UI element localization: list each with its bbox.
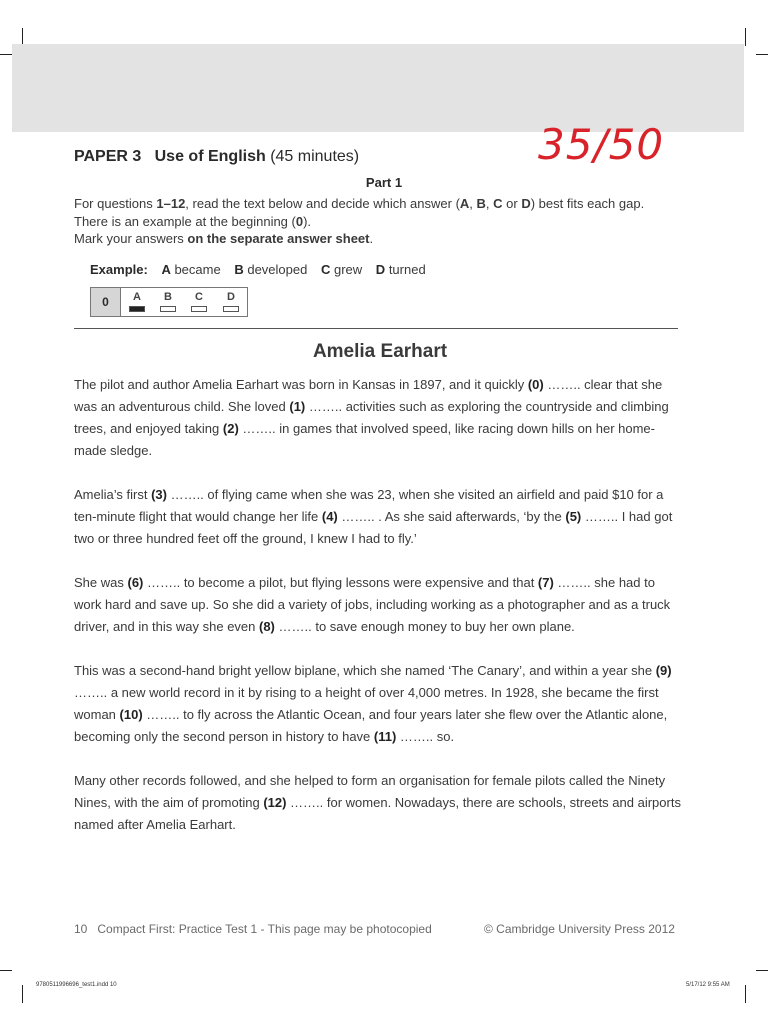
answer-letter: A xyxy=(133,291,141,303)
footer-left xyxy=(74,922,432,936)
instr-letter: C xyxy=(493,196,503,211)
gap-number: (9) xyxy=(655,663,672,678)
gap-number: (11) xyxy=(373,729,397,744)
crop-mark xyxy=(745,28,746,46)
crop-mark xyxy=(745,985,746,1003)
gap-number: (3) xyxy=(151,487,167,502)
crop-mark xyxy=(756,54,768,55)
text: …….. for women. Nowadays, there are schools, streets and airports named after Amelia Earhart. xyxy=(74,795,681,832)
header-band xyxy=(12,44,744,132)
instr-letter: A xyxy=(459,196,470,211)
instr-example-number: 0 xyxy=(295,213,304,229)
crop-mark xyxy=(0,54,12,55)
text: …….. to save enough money to buy her own plane. xyxy=(274,619,575,634)
text: Amelia’s first xyxy=(74,487,152,502)
paper-title xyxy=(74,148,359,166)
instr-letter: B xyxy=(476,196,486,211)
gap-number: (7) xyxy=(537,575,554,590)
example-option xyxy=(234,262,307,277)
gap-number: (0) xyxy=(527,377,544,392)
answer-letter: D xyxy=(227,291,235,303)
paper-duration: (45 minutes) xyxy=(270,148,360,165)
instructions xyxy=(74,195,674,248)
part-heading: Part 1 xyxy=(365,175,403,190)
text: Many other records followed, and she helped to form an organisation for female pilots called the Ninety Nines, with the aim of promoting xyxy=(74,773,666,810)
answer-letter: B xyxy=(164,291,172,303)
instr-text: or xyxy=(502,196,522,211)
answer-letter: C xyxy=(195,291,203,303)
text: The pilot and author Amelia Earhart was born in Kansas in 1897, and it quickly xyxy=(74,377,528,392)
instr-letter: D xyxy=(521,196,531,211)
answer-mark-empty xyxy=(160,306,176,312)
divider xyxy=(74,328,678,329)
gap-number: (12) xyxy=(263,795,287,810)
paper-number: PAPER 3 xyxy=(74,148,142,165)
text: …….. a new world record in it by rising to a height of over 4,000 metres. In 1928, she became the first woman xyxy=(74,685,659,722)
option-word: developed xyxy=(247,262,308,277)
gap-number: (5) xyxy=(565,509,582,524)
instr-text: , xyxy=(485,196,494,211)
gap-number: (4) xyxy=(321,509,338,524)
slug-date: 5/17/12 9:55 AM xyxy=(686,982,730,988)
paragraph xyxy=(74,374,684,462)
paragraph xyxy=(74,660,684,748)
instr-text: For questions xyxy=(74,196,157,211)
option-letter: B xyxy=(234,262,244,277)
gap-number: (6) xyxy=(127,575,144,590)
text: …….. I had got two or three hundred feet off the ground, I knew I had to fly.’ xyxy=(74,509,673,546)
instr-range: 1–12 xyxy=(156,196,186,211)
gap-number: (8) xyxy=(259,619,275,634)
text: …….. in games that involved speed, like racing down hills on her home-made sledge. xyxy=(74,421,655,458)
instr-text: Mark your answers xyxy=(74,231,188,246)
option-letter: A xyxy=(161,262,171,277)
option-letter: C xyxy=(320,262,331,277)
text: …….. so. xyxy=(396,729,455,744)
option-word: grew xyxy=(333,262,363,277)
answer-number: 0 xyxy=(91,288,121,316)
handwritten-score: 35/50 xyxy=(538,120,665,169)
text: She was xyxy=(74,575,128,590)
example-option xyxy=(161,262,220,277)
footer-copyright: © Cambridge University Press 2012 xyxy=(484,922,675,936)
option-word: turned xyxy=(388,262,426,277)
text: …….. activities such as exploring the countryside and climbing trees, and enjoyed taking xyxy=(74,399,669,436)
book-title: Compact First: Practice Test 1 - This page may be photocopied xyxy=(97,922,432,936)
paragraph xyxy=(74,484,684,550)
instr-text: ) best fits each gap. There is an example at the beginning ( xyxy=(74,196,645,229)
gap-number: (2) xyxy=(222,421,239,436)
example-line xyxy=(90,262,426,277)
text: …….. to become a pilot, but flying lessons were expensive and that xyxy=(143,575,538,590)
text: …….. clear that she was an adventurous child. She loved xyxy=(74,377,663,414)
example-answer-box xyxy=(90,287,248,317)
instr-text: ). xyxy=(303,213,312,229)
text-title: Amelia Earhart xyxy=(312,341,448,362)
example-option xyxy=(376,262,426,277)
example-label: Example: xyxy=(90,262,148,277)
answer-mark-empty xyxy=(223,306,239,312)
answer-mark-empty xyxy=(191,306,207,312)
option-word: became xyxy=(174,262,221,277)
crop-mark xyxy=(756,970,768,971)
example-option xyxy=(321,262,362,277)
text: …….. she had to work hard and save up. So she did a variety of jobs, including working as a photographer and as a truck driver, and in this way she even xyxy=(74,575,671,634)
gap-number: (10) xyxy=(119,707,143,722)
crop-mark xyxy=(0,970,12,971)
text: This was a second-hand bright yellow biplane, which she named ‘The Canary’, and within a year she xyxy=(74,663,656,678)
instr-text: , read the text below and decide which answer ( xyxy=(185,196,460,211)
option-letter: D xyxy=(375,262,386,277)
slug-filename: 9780511996696_test1.indd 10 xyxy=(36,982,117,988)
crop-mark xyxy=(22,985,23,1003)
instr-text: , xyxy=(469,196,477,211)
instr-answer-sheet: on the separate answer sheet xyxy=(187,231,370,246)
gap-number: (1) xyxy=(289,399,306,414)
page-number: 10 xyxy=(74,922,88,936)
answer-mark-filled xyxy=(129,306,145,312)
paragraph xyxy=(74,572,684,638)
text: …….. to fly across the Atlantic Ocean, and four years later she flew over the Atlantic alone, becoming only the second person in history to have xyxy=(74,707,668,744)
paragraph xyxy=(74,770,684,836)
text: …….. . As she said afterwards, ‘by the xyxy=(337,509,566,524)
paper-subject: Use of English xyxy=(154,148,266,165)
instr-text: . xyxy=(369,231,374,246)
text: …….. of flying came when she was 23, when she visited an airfield and paid $10 for a ten-minute flight that would change her life xyxy=(74,487,664,524)
